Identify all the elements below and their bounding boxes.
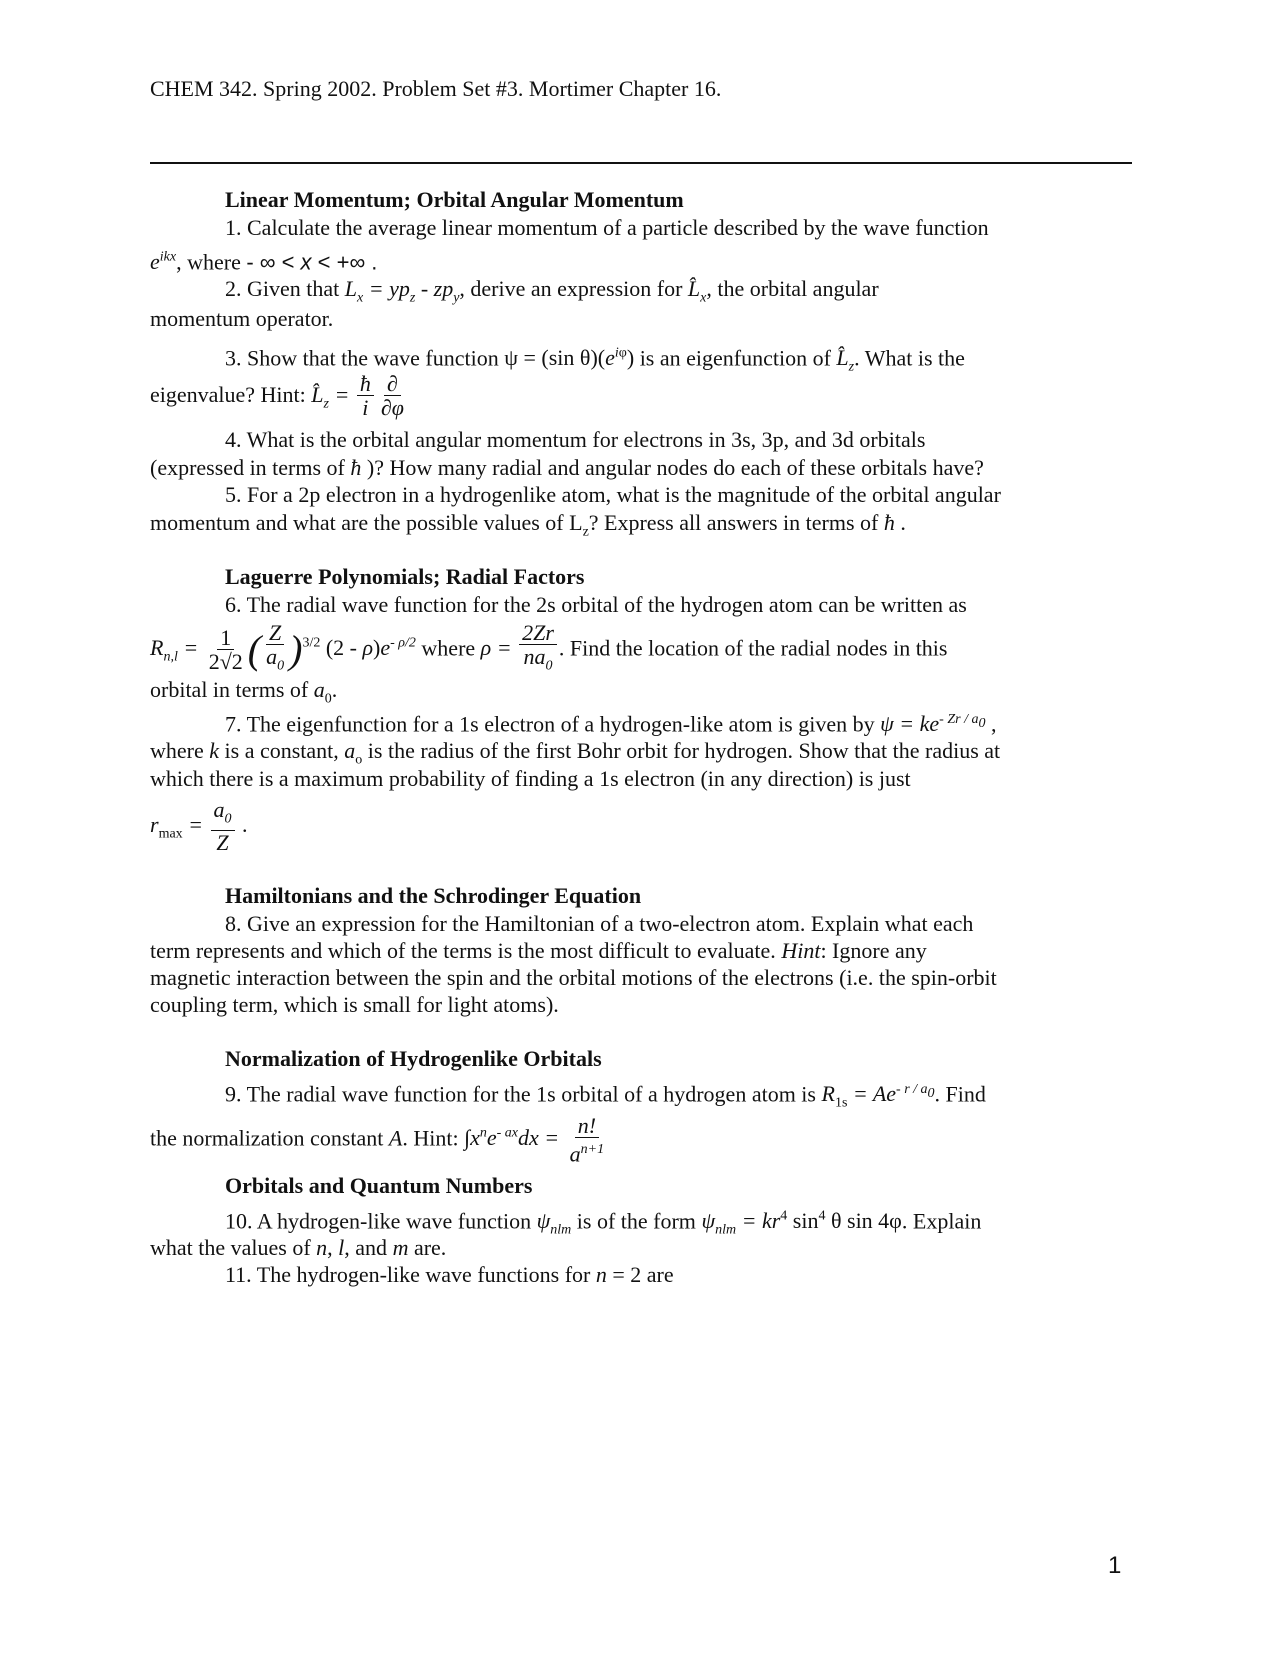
formula-psi-nlm-form: $\psi_{nlm} = kr^4$ $\sin^4 \theta$ sin 4φ <box>701 1208 902 1238</box>
problem-7-line-4: $r_{max}$ = $\frac{a_0}{Z}$ . <box>150 796 248 856</box>
problem-9-line-2: the normalization constant A. Hint: $\int x^ne^{- ax}dx$ = $\frac{n!}{a^{n+1}}$ <box>150 1106 609 1166</box>
formula-rho: ρ = $\frac{2Zr}{na_0}$ <box>481 635 559 660</box>
problem-8-line-1: 8. Give an expression for the Hamiltonian of a two-electron atom. Explain what each <box>225 911 974 936</box>
problem-6-line-2: $R_{n,l}$ = $\frac{1}{2√2}$ ( $\frac{Z}{a_0}$ )$^{3/2}$ $(2 - \rho)e^{- \rho/2}$ where ρ = $\frac{2Zr}{na_0}$ . Find the location of the radial nodes in this <box>150 620 948 674</box>
page-header: CHEM 342. Spring 2002. Problem Set #3. Mortimer Chapter 16. <box>150 76 722 101</box>
problem-3-line-1: 3. Show that the wave function ψ = (sin $\theta)(e^{i\varphi})$ is an eigenfunction of $L̂_z$. What is the <box>225 345 965 375</box>
problem-10-line-1: 10. A hydrogen-like wave function $\psi_{nlm}$ is of the form $\psi_{nlm} = kr^4$ $\sin^4 \theta$ sin 4φ. Explain <box>225 1208 982 1238</box>
problem-8-line-4: coupling term, which is small for light atoms). <box>150 992 559 1017</box>
section-title-normalization: Normalization of Hydrogenlike Orbitals <box>225 1046 602 1071</box>
formula-lz-operator: $L̂_z$ = $\frac{ħ}{i}$ $\frac{\partial}{\partial\varphi}$ <box>311 371 404 421</box>
problem-2-line-1: 2. Given that $L_x = yp_z - zp_y$, derive an expression for $L̂_x$, the orbital angular <box>225 276 879 306</box>
problem-5-line-2: momentum and what are the possible values of $L_z$? Express all answers in terms of ħ . <box>150 510 906 540</box>
formula-integral: $\int x^ne^{- ax}dx$ = $\frac{n!}{a^{n+1}}$ <box>464 1112 605 1166</box>
formula-psi-nlm: $\psi_{nlm}$ <box>536 1208 572 1238</box>
formula-lz-hat: $L̂_z$ <box>836 345 855 375</box>
problem-4-line-2: (expressed in terms of ħ )? How many radial and angular nodes do each of these orbitals have? <box>150 455 984 480</box>
problem-7-line-2: where k is a constant, $a_o$ is the radius of the first Bohr orbit for hydrogen. Show that the radius at <box>150 738 1001 768</box>
problem-6-line-1: 6. The radial wave function for the 2s orbital of the hydrogen atom can be written as <box>225 592 967 617</box>
problem-7-line-3: which there is a maximum probability of finding a 1s electron (in any direction) is just <box>150 766 911 791</box>
problem-1-line-1: 1. Calculate the average linear momentum of a particle described by the wave function <box>225 215 989 240</box>
hbar-symbol: ħ <box>350 455 362 480</box>
section-title-orbitals: Orbitals and Quantum Numbers <box>225 1173 533 1198</box>
formula-x-range: - ∞ < x < +∞ . <box>246 249 378 275</box>
hbar-symbol-2: ħ <box>883 510 895 535</box>
formula-psi-sin: ψ = (sin $\theta)(e^{i\varphi})$ <box>504 345 635 371</box>
page-number: 1 <box>1108 1552 1122 1579</box>
problem-9-line-1: 9. The radial wave function for the 1s orbital of a hydrogen atom is $R_{1s} = Ae^{- r / a_0}$. Find <box>225 1081 986 1111</box>
problem-3-line-2: eigenvalue? Hint: $L̂_z$ = $\frac{ħ}{i}$ $\frac{\partial}{\partial\varphi}$ <box>150 372 409 427</box>
formula-eikx: $e^{ikx}$ <box>150 249 177 275</box>
formula-psi-ke: $\psi = ke^{- Zr / a_0}$ <box>880 711 986 737</box>
section-title-hamiltonians: Hamiltonians and the Schrodinger Equation <box>225 883 642 908</box>
problem-8-line-3: magnetic interaction between the spin and the orbital motions of the electrons (i.e. the spin-orbit <box>150 965 997 990</box>
section-title-laguerre: Laguerre Polynomials; Radial Factors <box>225 564 585 589</box>
section-title-linear-momentum: Linear Momentum; Orbital Angular Momentum <box>225 187 684 212</box>
formula-lx-hat: $L̂_x$ <box>687 276 707 306</box>
problem-11-line-1: 11. The hydrogen-like wave functions for n = 2 are <box>225 1262 674 1287</box>
problem-2-line-2: momentum operator. <box>150 306 334 331</box>
header-rule <box>150 162 1132 164</box>
problem-10-line-2: what the values of n, l, and m are. <box>150 1235 447 1260</box>
problem-1-line-2: $e^{ikx}$, where - ∞ < x < +∞ . <box>150 249 378 275</box>
formula-lx: $L_x = yp_z - zp_y$ <box>344 276 460 306</box>
problem-6-line-3: orbital in terms of $a_0$. <box>150 677 338 707</box>
problem-5-line-1: 5. For a 2p electron in a hydrogenlike atom, what is the magnitude of the orbital angular <box>225 482 1001 507</box>
problem-8-line-2: term represents and which of the terms is the most difficult to evaluate. Hint: Ignore any <box>150 938 927 963</box>
formula-r1s: $R_{1s} = Ae^{- r / a_0}$ <box>821 1081 935 1111</box>
formula-r-nl: $R_{n,l}$ = $\frac{1}{2√2}$ ( $\frac{Z}{a_0}$ )$^{3/2}$ $(2 - \rho)e^{- \rho/2}$ <box>150 620 416 674</box>
problem-7-line-1: 7. The eigenfunction for a 1s electron of a hydrogen-like atom is given by $\psi = ke^{- Zr / a_0}$ , <box>225 711 997 737</box>
problem-4-line-1: 4. What is the orbital angular momentum for electrons in 3s, 3p, and 3d orbitals <box>225 427 926 452</box>
formula-r-max: $r_{max}$ = $\frac{a_0}{Z}$ <box>150 812 237 837</box>
